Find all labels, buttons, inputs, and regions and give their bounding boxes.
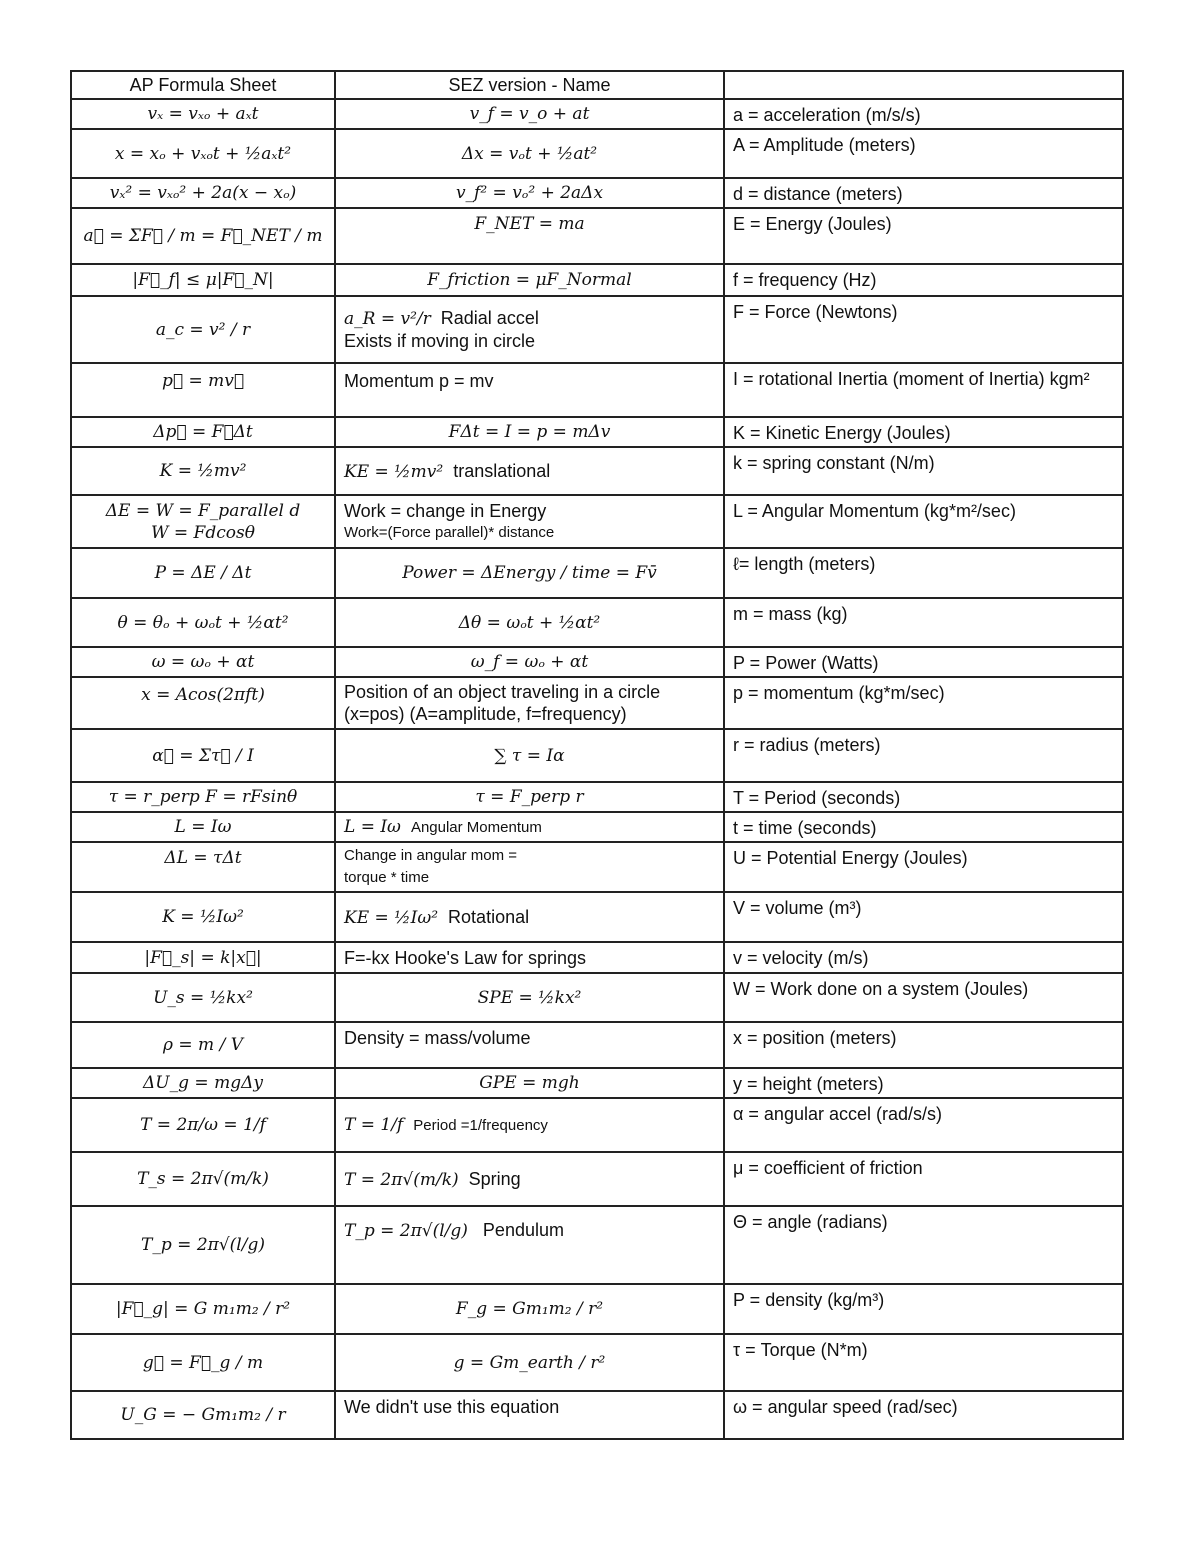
sez-formula: Work = change in Energy [344, 500, 547, 521]
table-row [71, 495, 1123, 548]
ap-formula: vₓ² = vₓₒ² + 2a(x − xₒ) [71, 178, 335, 208]
ap-formula: T_p = 2π√(l/g) [71, 1206, 335, 1284]
table-row [71, 729, 1123, 782]
ap-formula: U_s = ½kx² [71, 973, 335, 1022]
sez-cell [335, 892, 724, 942]
ap-formula: τ = r_perp F = rFsinθ [71, 782, 335, 812]
ap-formula: |F⃗_f| ≤ μ|F⃗_N| [71, 264, 335, 296]
ap-formula: T_s = 2π√(m/k) [71, 1152, 335, 1206]
sez-formula: F=-kx Hooke's Law for springs [335, 942, 724, 973]
table-row [71, 842, 1123, 892]
sez-formula: GPE = mgh [335, 1068, 724, 1098]
sez-formula: SPE = ½kx² [335, 973, 724, 1022]
sez-note: Rotational [448, 906, 530, 927]
table-row [71, 208, 1123, 264]
table-row [71, 264, 1123, 296]
sez-formula: ∑ τ = Iα [335, 729, 724, 782]
table-row [71, 363, 1123, 417]
variable-definition: p = momentum (kg*m/sec) [724, 677, 1123, 729]
ap-formula: ΔE = W = F_parallel d [105, 500, 301, 521]
sez-formula: Change in angular mom = [344, 847, 518, 864]
variable-definition: v = velocity (m/s) [724, 942, 1123, 973]
table-row [71, 1022, 1123, 1068]
table-row [71, 1391, 1123, 1439]
sez-formula: Δθ = ωₒt + ½αt² [335, 598, 724, 647]
ap-formula: g⃗ = F⃗_g / m [71, 1334, 335, 1391]
header-sez: SEZ version - Name [335, 71, 724, 99]
variable-definition: ℓ= length (meters) [724, 548, 1123, 598]
sez-formula: F_g = Gm₁m₂ / r² [335, 1284, 724, 1334]
sez-formula: T = 1/f [344, 1115, 404, 1135]
ap-formula-cell [71, 495, 335, 548]
table-row [71, 129, 1123, 178]
table-row [71, 1334, 1123, 1391]
table-row [71, 417, 1123, 447]
ap-formula: ω = ωₒ + αt [71, 647, 335, 677]
sez-cell [335, 842, 724, 892]
variable-definition: P = Power (Watts) [724, 647, 1123, 677]
variable-definition: U = Potential Energy (Joules) [724, 842, 1123, 892]
sez-note: Angular Momentum [410, 819, 542, 836]
table-row [71, 447, 1123, 495]
sez-formula: Position of an object traveling in a circle [344, 682, 661, 702]
sez-note: Spring [468, 1168, 521, 1189]
ap-formula: L = Iω [71, 812, 335, 842]
variable-definition: μ = coefficient of friction [724, 1152, 1123, 1206]
sez-note: Period =1/frequency [413, 1117, 548, 1134]
ap-formula: ρ = m / V [71, 1022, 335, 1068]
ap-formula-line2: W = Fdcosθ [151, 522, 255, 543]
variable-definition: F = Force (Newtons) [724, 296, 1123, 363]
ap-formula: θ = θₒ + ωₒt + ½αt² [71, 598, 335, 647]
sez-formula: L = Iω [344, 817, 401, 837]
sez-cell [335, 812, 724, 842]
variable-definition: W = Work done on a system (Joules) [724, 973, 1123, 1022]
table-row [71, 1284, 1123, 1334]
sez-note-line2: (x=pos) (A=amplitude, f=frequency) [344, 704, 627, 724]
ap-formula: |F⃗_s| = k|x⃗| [71, 942, 335, 973]
ap-formula: ΔU_g = mgΔy [71, 1068, 335, 1098]
variable-definition: a = acceleration (m/s/s) [724, 99, 1123, 129]
variable-definition: E = Energy (Joules) [724, 208, 1123, 264]
table-row [71, 178, 1123, 208]
ap-formula: K = ½mv² [71, 447, 335, 495]
sez-formula: τ = F_perp r [335, 782, 724, 812]
table-row [71, 892, 1123, 942]
sez-note: translational [453, 460, 551, 481]
variable-definition: V = volume (m³) [724, 892, 1123, 942]
variable-definition: τ = Torque (N*m) [724, 1334, 1123, 1391]
ap-formula: U_G = − Gm₁m₂ / r [71, 1391, 335, 1439]
variable-definition: L = Angular Momentum (kg*m²/sec) [724, 495, 1123, 548]
variable-definition: f = frequency (Hz) [724, 264, 1123, 296]
variable-definition: Θ = angle (radians) [724, 1206, 1123, 1284]
sez-formula: Momentum p = mv [335, 363, 724, 417]
variable-definition: d = distance (meters) [724, 178, 1123, 208]
sez-formula: ω_f = ωₒ + αt [335, 647, 724, 677]
sez-formula: a_R = v²/r [344, 309, 431, 329]
ap-formula: P = ΔE / Δt [71, 548, 335, 598]
variable-definition: x = position (meters) [724, 1022, 1123, 1068]
sez-formula: F_friction = μF_Normal [335, 264, 724, 296]
header-row [71, 71, 1123, 99]
variable-definition: K = Kinetic Energy (Joules) [724, 417, 1123, 447]
table-row [71, 1068, 1123, 1098]
ap-formula: K = ½Iω² [71, 892, 335, 942]
variable-definition: ω = angular speed (rad/sec) [724, 1391, 1123, 1439]
ap-formula: T = 2π/ω = 1/f [71, 1098, 335, 1152]
table-row [71, 647, 1123, 677]
sez-cell [335, 1152, 724, 1206]
table-row [71, 973, 1123, 1022]
sez-cell [335, 495, 724, 548]
sez-cell [335, 677, 724, 729]
ap-formula: vₓ = vₓₒ + aₓt [71, 99, 335, 129]
ap-formula: a⃗ = ΣF⃗ / m = F⃗_NET / m [71, 208, 335, 264]
formula-table [70, 70, 1124, 1440]
variable-definition: k = spring constant (N/m) [724, 447, 1123, 495]
header-ap: AP Formula Sheet [71, 71, 335, 99]
sez-cell [335, 447, 724, 495]
sez-formula: g = Gm_earth / r² [335, 1334, 724, 1391]
table-row [71, 782, 1123, 812]
ap-formula: a_c = v² / r [71, 296, 335, 363]
variable-definition: Ρ = density (kg/m³) [724, 1284, 1123, 1334]
variable-definition: m = mass (kg) [724, 598, 1123, 647]
sez-formula: v_f² = vₒ² + 2aΔx [335, 178, 724, 208]
variable-definition: t = time (seconds) [724, 812, 1123, 842]
ap-formula: ΔL = τΔt [71, 842, 335, 892]
sez-cell [335, 1206, 724, 1284]
ap-formula: x = Acos(2πft) [71, 677, 335, 729]
sez-formula: KE = ½Iω² [344, 907, 439, 928]
table-row [71, 1206, 1123, 1284]
sez-formula: Δx = vₒt + ½at² [335, 129, 724, 178]
sez-note-line2: Work=(Force parallel)* distance [344, 523, 555, 541]
sez-formula: KE = ½mv² [344, 461, 444, 482]
sez-note: Radial accel [440, 308, 539, 328]
variable-definition: A = Amplitude (meters) [724, 129, 1123, 178]
sez-formula: Power = ΔEnergy / time = Fv̄ [335, 548, 724, 598]
sez-formula: Density = mass/volume [335, 1022, 724, 1068]
sez-formula: F_NET = ma [335, 208, 724, 264]
table-row [71, 296, 1123, 363]
table-row [71, 677, 1123, 729]
ap-formula: Δp⃗ = F⃗Δt [71, 417, 335, 447]
sez-cell [335, 1098, 724, 1152]
ap-formula: |F⃗_g| = G m₁m₂ / r² [71, 1284, 335, 1334]
ap-formula: α⃗ = Στ⃗ / I [71, 729, 335, 782]
header-variables [724, 71, 1123, 99]
sez-note-line2: torque * time [344, 869, 430, 886]
sez-formula: T = 2π√(m/k) [344, 1169, 459, 1190]
sez-formula: v_f = v_o + at [335, 99, 724, 129]
variable-definition: y = height (meters) [724, 1068, 1123, 1098]
variable-definition: T = Period (seconds) [724, 782, 1123, 812]
table-row [71, 598, 1123, 647]
table-row [71, 1098, 1123, 1152]
ap-formula: x = xₒ + vₓₒt + ½aₓt² [71, 129, 335, 178]
sez-note: Pendulum [482, 1220, 564, 1240]
sez-formula: T_p = 2π√(l/g) [344, 1221, 468, 1241]
sez-formula: FΔt = I = p = mΔv [335, 417, 724, 447]
variable-definition: I = rotational Inertia (moment of Inertia) kgm² [724, 363, 1123, 417]
sez-cell [335, 296, 724, 363]
variable-definition: r = radius (meters) [724, 729, 1123, 782]
sez-formula: We didn't use this equation [335, 1391, 724, 1439]
table-row [71, 942, 1123, 973]
table-row [71, 812, 1123, 842]
table-row [71, 548, 1123, 598]
variable-definition: α = angular accel (rad/s/s) [724, 1098, 1123, 1152]
table-row [71, 1152, 1123, 1206]
ap-formula: p⃗ = mv⃗ [71, 363, 335, 417]
sez-note-line2: Exists if moving in circle [344, 331, 536, 351]
table-row [71, 99, 1123, 129]
